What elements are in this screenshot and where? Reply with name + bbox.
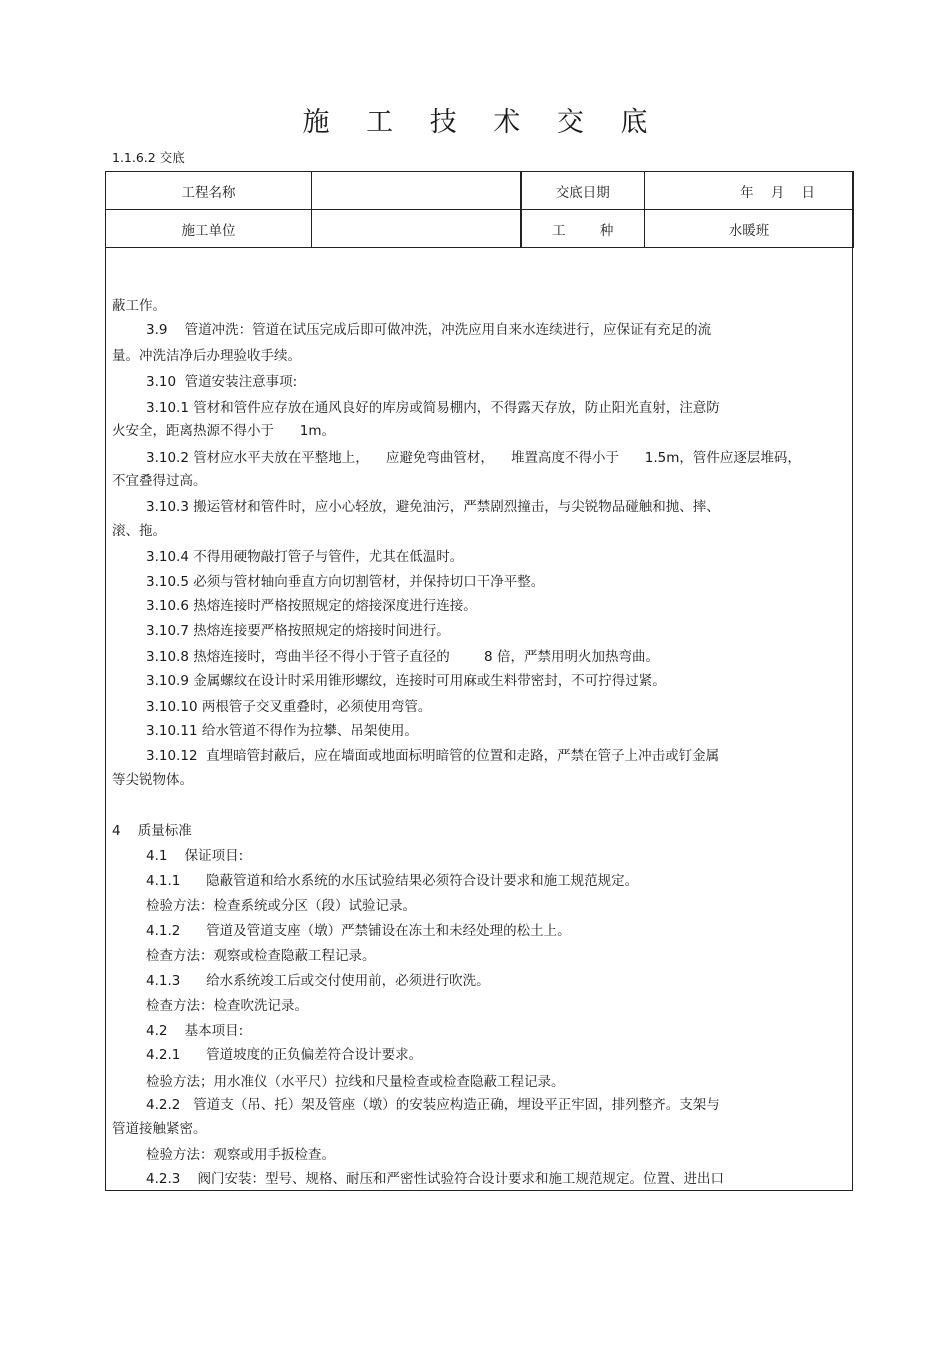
text-line: 4.2.1 管道坡度的正负偏差符合设计要求。 <box>146 1047 423 1063</box>
text-line: 4.2.2 管道支（吊、托）架及管座（墩）的安装应构造正确，埋设平正牢固，排列整齐。支架与 <box>146 1097 720 1113</box>
section-heading: 4 质量标准 <box>112 823 192 839</box>
document-title: 施 工 技 术 交 底 <box>302 107 662 138</box>
text-line: 不宜叠得过高。 <box>112 473 207 489</box>
text-line: 管道接触紧密。 <box>112 1121 207 1137</box>
header-row-2 <box>106 210 854 248</box>
header-row-1 <box>106 172 854 210</box>
text-line: 4.1 保证项目: <box>146 848 244 864</box>
text-line: 滚、拖。 <box>112 523 166 539</box>
text-line: 3.10.11 给水管道不得作为拉攀、吊架使用。 <box>146 723 418 739</box>
text-line: 3.10.8 热熔连接时，弯曲半径不得小于管子直径的 8 倍，严禁用明火加热弯曲。 <box>146 649 659 665</box>
project-name-label: 工程名称 <box>106 172 312 210</box>
text-line: 检验方法：观察或用手扳检查。 <box>146 1147 335 1163</box>
text-line: 3.10.12 直埋暗管封蔽后，应在墙面或地面标明暗管的位置和走路，严禁在管子上冲击或钉金属 <box>146 748 720 764</box>
text-line: 检查方法：检查吹洗记录。 <box>146 998 308 1014</box>
text-line: 3.10.5 必须与管材轴向垂直方向切割管材，并保持切口干净平整。 <box>146 574 545 590</box>
text-line: 3.9 管道冲洗：管道在试压完成后即可做冲洗，冲洗应用自来水连续进行，应保证有充足的流 <box>146 322 712 338</box>
text-line: 4.2 基本项目: <box>146 1023 244 1039</box>
unit-label: 施工单位 <box>106 210 312 248</box>
unit-value <box>312 210 521 248</box>
text-line: 等尖锐物体。 <box>112 772 193 788</box>
text-line: 3.10.9 金属螺纹在设计时采用锥形螺纹，连接时可用麻或生料带密封，不可拧得过紧。 <box>146 673 666 689</box>
text-line: 3.10.3 搬运管材和管件时，应小心轻放，避免油污，严禁剧烈撞击，与尖锐物品碰触和抛、摔、 <box>146 499 720 515</box>
project-name-value <box>312 172 521 210</box>
text-line: 4.1.3 给水系统竣工后或交付使用前，必须进行吹洗。 <box>146 973 490 989</box>
text-line: 3.10.2 管材应水平夫放在平整地上， 应避免弯曲管材， 堆置高度不得小于 1.5m，管件应逐层堆码， <box>146 450 801 466</box>
text-line: 检查方法：观察或检查隐蔽工程记录。 <box>146 948 376 964</box>
text-line: 3.10.4 不得用硬物敲打管子与管件，尤其在低温时。 <box>146 549 464 565</box>
text-line: 火安全，距离热源不得小于 1m。 <box>112 423 335 439</box>
text-line: 4.2.3 阀门安装：型号、规格、耐压和严密性试验符合设计要求和施工规范规定。位置、进出口 <box>146 1171 725 1187</box>
trade-value: 水暖班 <box>645 210 854 248</box>
text-line: 蔽工作。 <box>112 298 166 314</box>
text-line: 3.10.7 热熔连接要严格按照规定的熔接时间进行。 <box>146 623 450 639</box>
text-line: 3.10.10 两根管子交叉重叠时，必须使用弯管。 <box>146 699 432 715</box>
header-table <box>105 171 854 248</box>
text-line: 检验方法：检查系统或分区（段）试验记录。 <box>146 898 416 914</box>
text-line: 4.1.2 管道及管道支座（墩）严禁铺设在冻土和未经处理的松土上。 <box>146 923 571 939</box>
text-line: 量。冲洗洁净后办理验收手续。 <box>112 348 301 364</box>
text-line: 检验方法；用水准仪（水平尺）拉线和尺量检查或检查隐蔽工程记录。 <box>146 1074 565 1090</box>
date-value: 年 月 日 <box>645 172 854 210</box>
text-line: 3.10.1 管材和管件应存放在通风良好的库房或简易棚内，不得露天存放，防止阳光直射，注意防 <box>146 400 720 416</box>
text-line: 3.10 管道安装注意事项: <box>146 374 298 390</box>
text-line: 3.10.6 热熔连接时严格按照规定的熔接深度进行连接。 <box>146 598 477 614</box>
document-number: 1.1.6.2 交底 <box>112 150 185 165</box>
text-line: 4.1.1 隐蔽管道和给水系统的水压试验结果必须符合设计要求和施工规范规定。 <box>146 873 639 889</box>
date-label: 交底日期 <box>521 172 645 210</box>
trade-label: 工 种 <box>521 210 645 248</box>
